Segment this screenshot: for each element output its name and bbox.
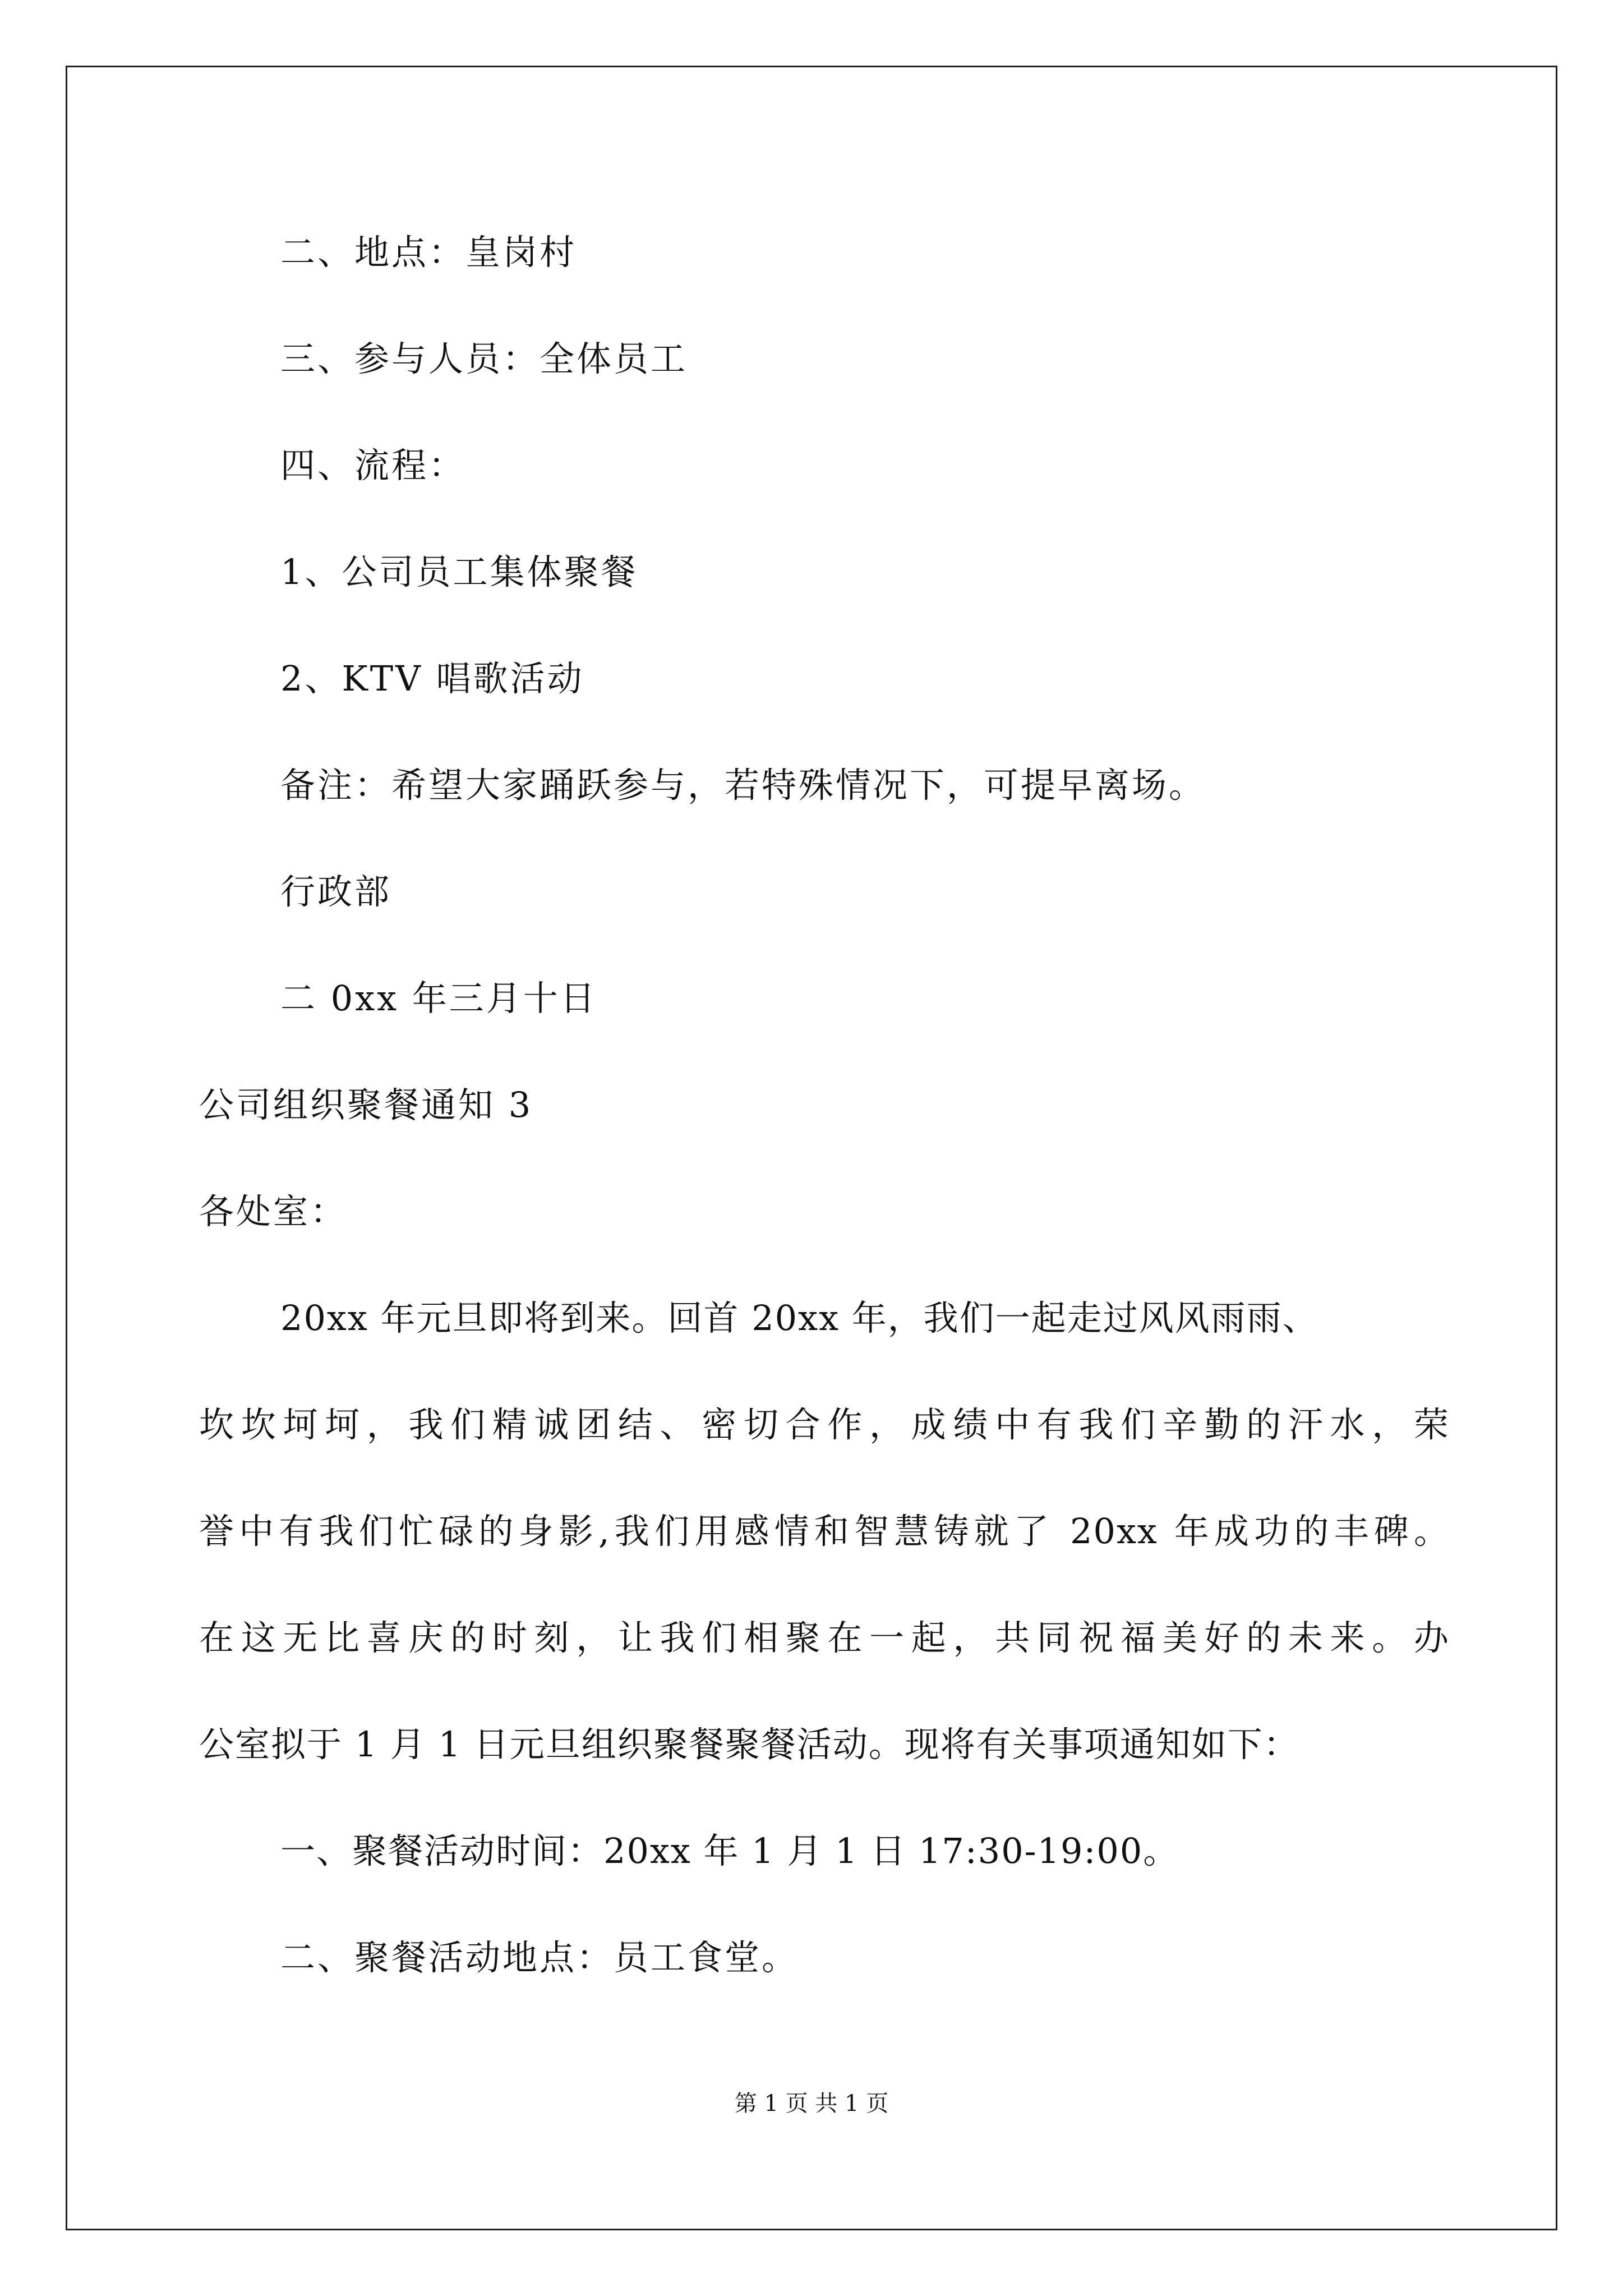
participants-line: 三、参与人员：全体员工 xyxy=(280,338,688,379)
process-heading: 四、流程： xyxy=(280,445,466,486)
paragraph-line-3: 誉中有我们忙碌的身影,我们用感情和智慧铸就了 20xx 年成功的丰碑。 xyxy=(199,1511,1450,1552)
process-item-1: 1、公司员工集体聚餐 xyxy=(280,551,638,592)
event-location-line: 二、聚餐活动地点：员工食堂。 xyxy=(280,1937,799,1978)
signature-department: 行政部 xyxy=(280,871,392,912)
location-line: 二、地点：皇岗村 xyxy=(280,232,577,273)
page-border xyxy=(66,66,1557,2230)
paragraph-line-2: 坎坎坷坷，我们精诚团结、密切合作，成绩中有我们辛勤的汗水，荣 xyxy=(199,1404,1450,1445)
remark-line: 备注：希望大家踊跃参与，若特殊情况下，可提早离场。 xyxy=(280,765,1206,806)
event-time-line: 一、聚餐活动时间：20xx 年 1 月 1 日 17:30-19:00。 xyxy=(280,1830,1179,1871)
paragraph-line-5: 公室拟于 1 月 1 日元旦组织聚餐聚餐活动。现将有关事项通知如下： xyxy=(199,1724,1299,1765)
paragraph-line-1: 20xx 年元旦即将到来。回首 20xx 年，我们一起走过风风雨雨、 xyxy=(280,1297,1318,1338)
paragraph-line-4: 在这无比喜庆的时刻，让我们相聚在一起，共同祝福美好的未来。办 xyxy=(199,1617,1450,1658)
signature-date: 二 0xx 年三月十日 xyxy=(280,978,597,1019)
notice-title: 公司组织聚餐通知 3 xyxy=(199,1084,533,1125)
salutation: 各处室： xyxy=(199,1191,348,1232)
process-item-2: 2、KTV 唱歌活动 xyxy=(280,658,584,699)
page-number-footer: 第 1 页 共 1 页 xyxy=(734,2091,889,2116)
